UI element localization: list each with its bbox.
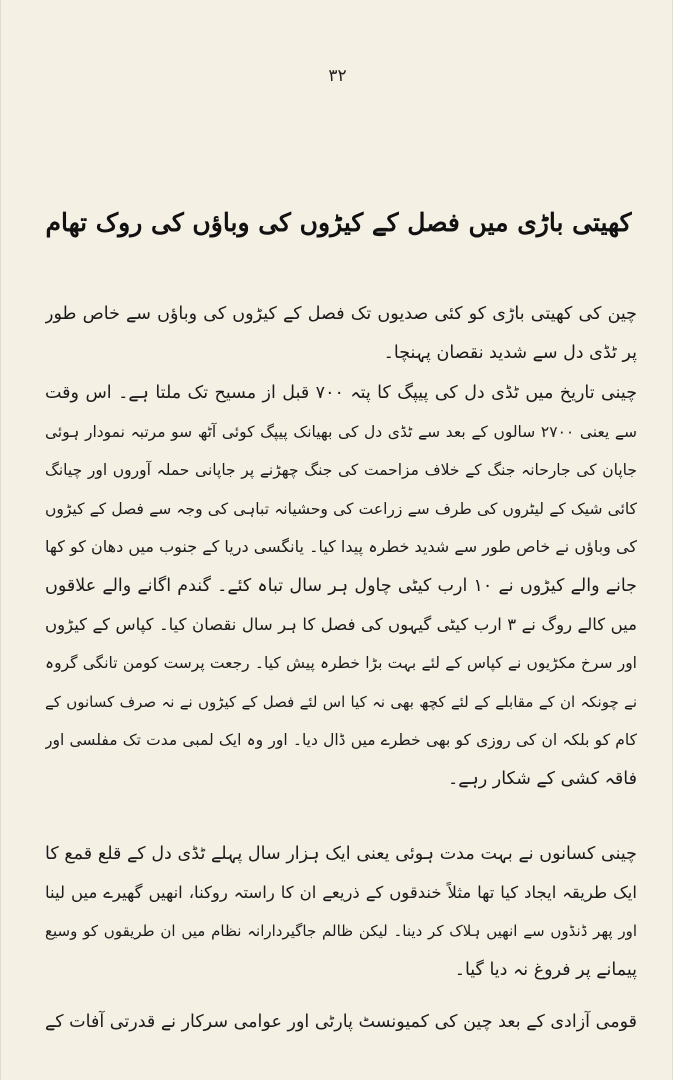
text-line: چینی کسانوں نے بہت مدت ہوئی یعنی ایک ہزار سال پہلے ٹڈی دل کے قلع قمع کا xyxy=(45,844,637,864)
page-number: ۳۲ xyxy=(328,66,347,86)
paragraph-4 xyxy=(45,1003,637,1042)
paragraph-3 xyxy=(45,835,637,989)
text-line: کی وباؤں نے خاص طور سے شدید خطرہ پیدا کیا۔ یانگسی دریا کے جنوب میں دھان کو کھا xyxy=(45,537,637,557)
text-line: اور سرخ مکڑیوں نے کپاس کے لئے بہت بڑا خطرہ پیش کیا۔ رجعت پرست کومن تانگی گروہ xyxy=(45,654,637,673)
paragraph-2 xyxy=(45,374,637,799)
text-line: پر ٹڈی دل سے شدید نقصان پہنچا۔ xyxy=(383,342,637,363)
paragraph-1 xyxy=(45,295,637,372)
text-line: کائی شیک کے لیٹروں کی طرف سے زراعت کی وحشیانہ تباہی کی وجہ سے فصل کے کیڑوں xyxy=(45,499,637,518)
text-line: ایک طریقہ ایجاد کیا تھا مثلاً خندقوں کے ذریعے ان کا راستہ روکنا، انھیں گھیرے میں لینا xyxy=(45,882,637,902)
text-line: سے یعنی ۲۷۰۰ سالوں کے بعد سے ٹڈی دل کی بھیانک پیپگ کوئی آٹھ سو مرتبہ نمودار ہوئی xyxy=(45,422,637,441)
chapter-title: کھیتی باڑی میں فصل کے کیڑوں کی وباؤں کی روک تھام xyxy=(45,208,632,237)
text-line: چین کی کھیتی باڑی کو کئی صدیوں تک فصل کے کیڑوں کی وباؤں سے خاص طور xyxy=(45,304,637,324)
text-line: میں کالے روگ نے ۳ ارب کیٹی گیہوں کی فصل کا ہر سال نقصان کیا۔ کپاس کے کیڑوں xyxy=(45,614,637,634)
text-line: جانے والے کیڑوں نے ۱۰ ارب کیٹی چاول ہر سال تباہ کئے۔ گندم اگانے والے علاقوں xyxy=(45,575,637,596)
text-line: کام کو بلکہ ان کی روزی کو بھی خطرے میں ڈال دیا۔ اور وہ ایک لمبی مدت تک مفلسی اور xyxy=(45,731,637,750)
text-line: اور پھر ڈنڈوں سے انھیں ہلاک کر دینا۔ لیکن ظالم جاگیردارانہ نظام میں ان طریقوں کو وسیع xyxy=(45,922,637,941)
text-line: جاپان کی جارحانہ جنگ کے خلاف مزاحمت کی جنگ چھڑنے پر جاپانی حملہ آوروں اور چیانگ xyxy=(45,461,637,480)
text-line: نے چونکہ ان کے مقابلے کے لئے کچھ بھی نہ کیا اس لئے فصل کے کیڑوں نے نہ صرف کسانوں کے xyxy=(45,692,637,711)
text-line: قومی آزادی کے بعد چین کی کمیونسٹ پارٹی اور عوامی سرکار نے قدرتی آفات کے xyxy=(45,1012,637,1032)
text-line: فاقہ کشی کے شکار رہے۔ xyxy=(447,768,637,789)
text-line: پیمانے پر فروغ نہ دیا گیا۔ xyxy=(454,959,637,980)
text-line: چینی تاریخ میں ٹڈی دل کی پیپگ کا پتہ ۷۰۰ قبل از مسیح تک ملتا ہے۔ اس وقت xyxy=(45,383,637,403)
